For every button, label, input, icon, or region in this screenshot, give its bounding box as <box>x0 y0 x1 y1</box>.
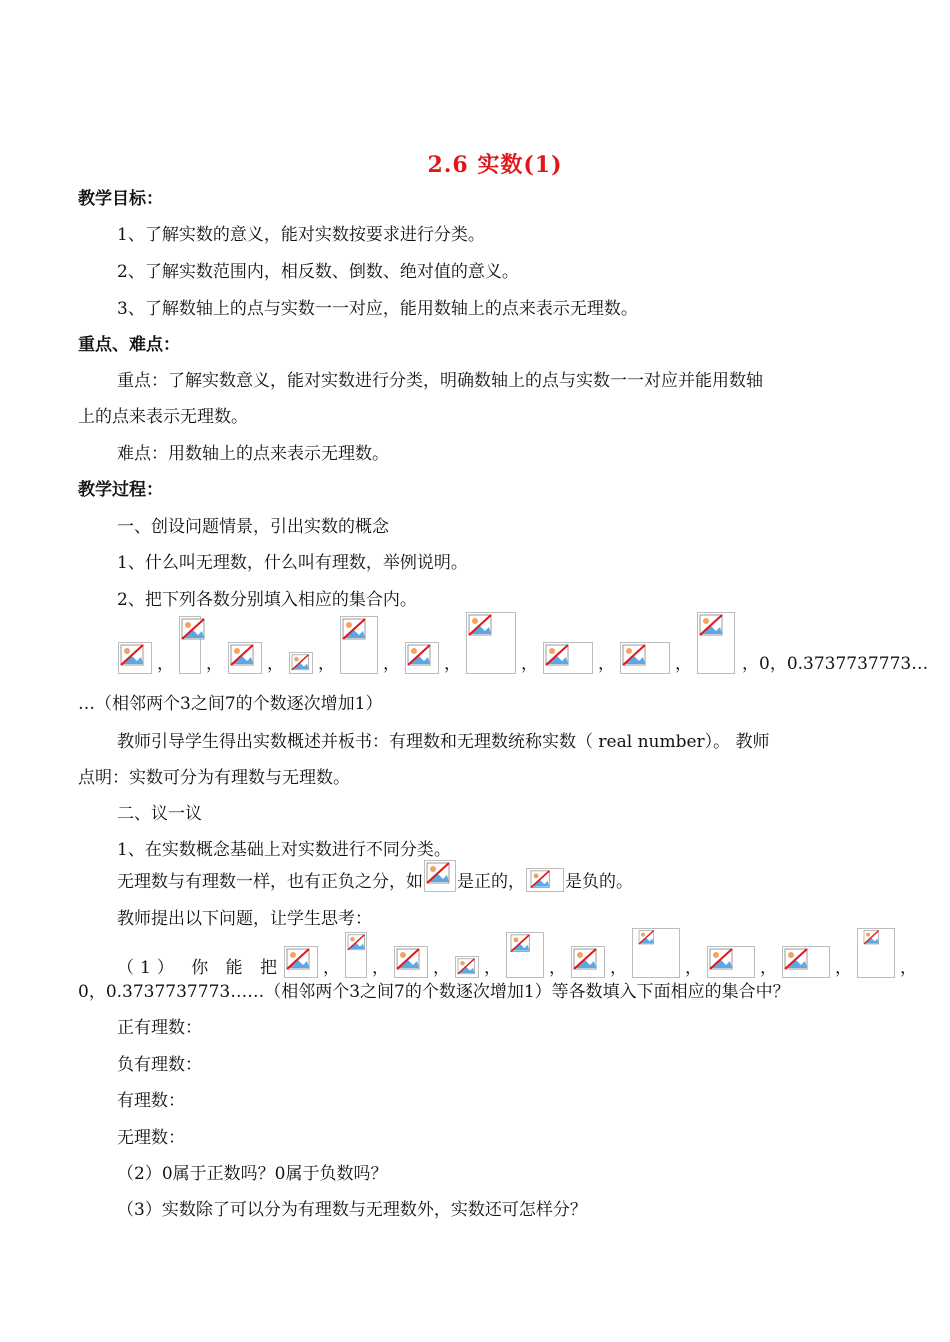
comma: ， <box>323 958 341 978</box>
numbers-tail: ，0，0.3737737773… <box>742 654 929 674</box>
question-text: （2）0属于正数吗？0属于负数吗？ <box>117 1164 388 1184</box>
comma: ， <box>433 958 451 978</box>
comma: ， <box>484 958 502 978</box>
broken-image-icon <box>405 642 439 674</box>
broken-image-icon <box>707 946 755 978</box>
broken-image-icon <box>857 928 895 978</box>
comma: ， <box>760 958 778 978</box>
set-label-negative-rational: 负有理数： <box>117 1055 202 1075</box>
broken-image-icon <box>543 642 593 674</box>
set-label-irrational: 无理数： <box>117 1128 185 1148</box>
teacher-text-cont: 点明：实数可分为有理数与无理数。 <box>78 768 350 788</box>
question-text-cont: 0，0.3737737773……（相邻两个3之间7的个数逐次增加1）等各数填入下面相应的集合中？ <box>78 982 790 1002</box>
question-text: 1、什么叫无理数，什么叫有理数，举例说明。 <box>117 553 468 573</box>
broken-image-icon <box>571 946 605 978</box>
broken-image-icon <box>632 928 680 978</box>
objective-item: 2、了解实数范围内，相反数、倒数、绝对值的意义。 <box>117 262 519 282</box>
key-point-text-cont: 上的点来表示无理数。 <box>78 407 248 427</box>
question-text: 2、把下列各数分别填入相应的集合内。 <box>117 590 417 610</box>
keypoints-heading: 重点、难点： <box>78 335 180 355</box>
comma: ， <box>318 654 335 674</box>
question-prefix: （1） 你 能 把 <box>117 958 284 978</box>
broken-image-icon <box>345 932 367 978</box>
broken-image-icon <box>782 946 830 978</box>
question-row <box>117 928 921 978</box>
comma: ， <box>835 958 853 978</box>
sign-text-c: 是负的。 <box>565 872 633 892</box>
objectives-heading: 教学目标： <box>78 189 163 209</box>
comma: ， <box>383 654 400 674</box>
broken-image-icon <box>289 652 313 674</box>
process-heading: 教学过程： <box>78 480 163 500</box>
comma: ， <box>521 654 538 674</box>
broken-image-icon <box>118 642 152 674</box>
page-title: 2.6 实数(1) <box>427 152 563 178</box>
broken-image-icon <box>424 860 456 892</box>
numbers-note: …（相邻两个3之间7的个数逐次增加1） <box>78 694 383 714</box>
broken-image-icon <box>228 642 262 674</box>
comma: ， <box>157 654 174 674</box>
teacher-text: 教师引导学生得出实数概述并板书：有理数和无理数统称实数（ real number）。 教师 <box>117 732 770 752</box>
question-tail: ， <box>900 958 918 978</box>
broken-image-icon <box>179 616 201 674</box>
broken-image-icon <box>284 946 318 978</box>
broken-image-icon <box>506 932 544 978</box>
key-point-text: 重点：了解实数意义，能对实数进行分类，明确数轴上的点与实数一一对应并能用数轴 <box>117 371 763 391</box>
comma: ， <box>549 958 567 978</box>
objective-item: 1、了解实数的意义，能对实数按要求进行分类。 <box>117 225 485 245</box>
set-label-rational: 有理数： <box>117 1091 185 1111</box>
number-list-row <box>117 612 928 674</box>
section-heading: 一、创设问题情景，引出实数的概念 <box>117 517 389 537</box>
objective-item: 3、了解数轴上的点与实数一一对应，能用数轴上的点来表示无理数。 <box>117 299 638 319</box>
broken-image-icon <box>697 612 735 674</box>
broken-image-icon <box>620 642 670 674</box>
broken-image-icon <box>394 946 428 978</box>
broken-image-icon <box>455 956 479 978</box>
teacher-prompt: 教师提出以下问题，让学生思考： <box>117 909 372 929</box>
comma: ， <box>267 654 284 674</box>
question-text: （3）实数除了可以分为有理数与无理数外，实数还可怎样分？ <box>117 1200 587 1220</box>
broken-image-icon <box>526 868 564 892</box>
comma: ， <box>372 958 390 978</box>
broken-image-icon <box>466 612 516 674</box>
section-heading: 二、议一议 <box>117 804 202 824</box>
sign-text-b: 是正的， <box>457 872 525 892</box>
comma: ， <box>598 654 615 674</box>
broken-image-icon <box>340 616 378 674</box>
set-label-positive-rational: 正有理数： <box>117 1018 202 1038</box>
question-text: 1、在实数概念基础上对实数进行不同分类。 <box>117 840 451 860</box>
difficult-point-text: 难点：用数轴上的点来表示无理数。 <box>117 444 389 464</box>
comma: ， <box>685 958 703 978</box>
comma: ， <box>610 958 628 978</box>
sign-text-a: 无理数与有理数一样，也有正负之分，如 <box>117 872 423 892</box>
comma: ， <box>675 654 692 674</box>
comma: ， <box>206 654 223 674</box>
sign-example-row <box>117 860 633 892</box>
comma: ， <box>444 654 461 674</box>
